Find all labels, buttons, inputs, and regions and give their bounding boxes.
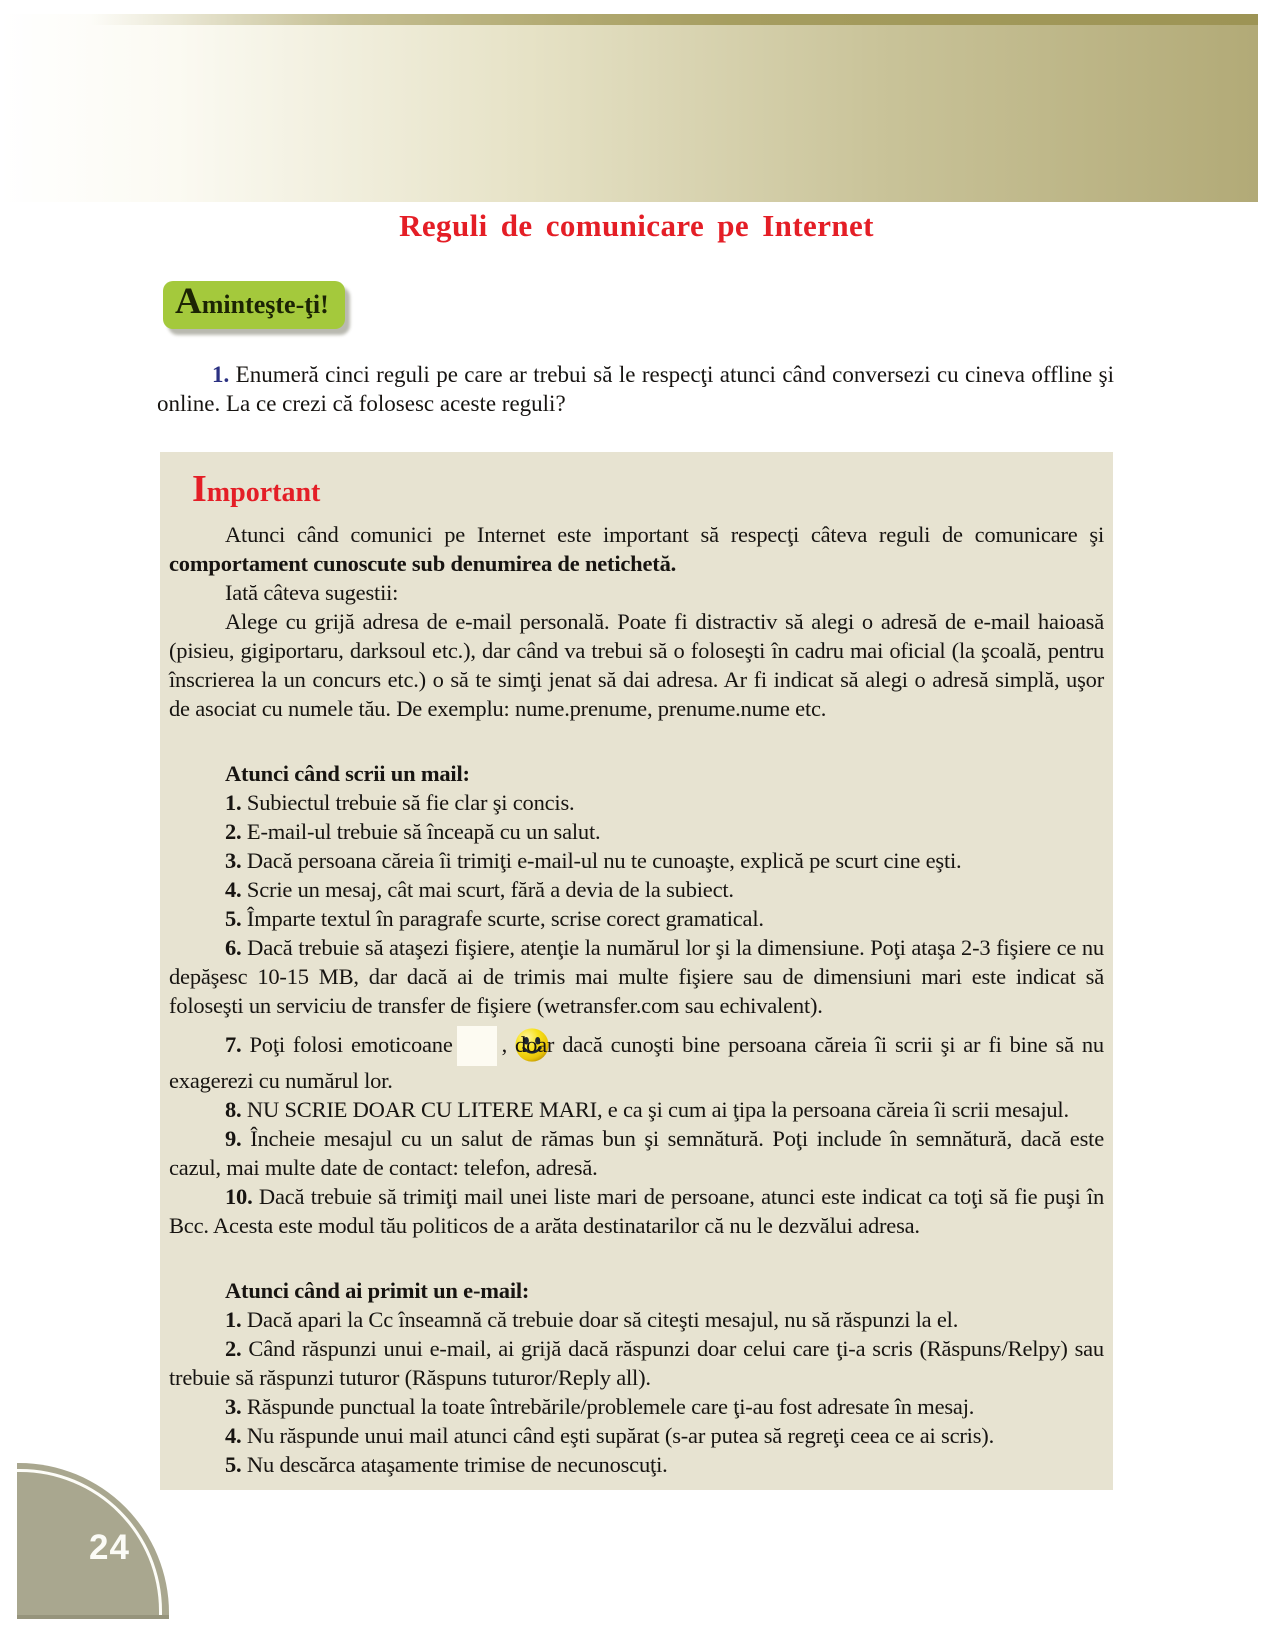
important-box — [160, 452, 1113, 1490]
item-number: 3. — [225, 848, 242, 873]
item-text: Subiectul trebuie să fie clar şi concis. — [246, 790, 575, 815]
important-heading-rest: mportant — [206, 477, 321, 508]
netiquette-paragraph — [169, 520, 1104, 578]
list-item — [169, 1450, 1104, 1479]
intro-number: 1. — [212, 362, 230, 387]
reminder-badge-label: minteşte-ţi! — [201, 290, 329, 319]
item-text-before-icon: Poţi folosi emoticoane — [249, 1032, 453, 1057]
page-corner-tab — [17, 1463, 169, 1619]
smiley-emoticon-icon — [457, 1026, 497, 1066]
item-text: Dacă persoana căreia îi trimiţi e-mail-ul nu te cunoaşte, explică pe scurt cine eşti. — [246, 848, 962, 873]
item-text: Nu descărca ataşamente trimise de necunoscuţi. — [246, 1452, 668, 1477]
item-text: E-mail-ul trebuie să înceapă cu un salut. — [246, 819, 601, 844]
netiquette-bold-text: comportament cunoscute sub denumirea de netichetă. — [169, 551, 677, 576]
item-text: Încheie mesajul cu un salut de rămas bun şi semnătură. Poţi include în semnătură, dacă este cazul, mai multe date de contact: telefon, adresă. — [169, 1126, 1104, 1180]
list-item — [169, 846, 1104, 875]
list-item — [169, 1392, 1104, 1421]
list-item — [169, 1305, 1104, 1334]
item-text: Când răspunzi unui e-mail, ai grijă dacă răspunzi doar celui care ţi-a scris (Răspuns/Relpy) sau trebuie să răspunzi tuturor (Răspuns tuturor/Reply all). — [169, 1336, 1104, 1390]
item-text: Dacă apari la Cc înseamnă că trebuie doar să citeşti mesajul, nu să răspunzi la el. — [246, 1307, 959, 1332]
item-number: 3. — [225, 1394, 242, 1419]
page-number: 24 — [89, 1528, 130, 1567]
item-number: 1. — [225, 1307, 242, 1332]
item-text: Împarte textul în paragrafe scurte, scrise corect gramatical. — [246, 906, 764, 931]
email-address-tip: Alege cu grijă adresa de e-mail personală. Poate fi distractiv să alegi o adresă de e-mail haioasă (pisieu, gigiportaru, darksoul etc.), dar când va trebui să o foloseşti în cadru mai oficial (la şcoală, pentru înscrierea la un concurs etc.) o să te simţi jenat să dai adresa. Ar fi indicat să alegi o adresă simplă, uşor de asociat cu numele tău. De exemplu: nume.prenume, prenume.nume etc. — [169, 609, 1104, 721]
list-item — [169, 933, 1104, 1020]
item-number: 9. — [225, 1126, 242, 1151]
intro-paragraph — [157, 360, 1114, 418]
item-number: 2. — [225, 819, 242, 844]
item-number: 5. — [225, 1452, 242, 1477]
item-text: NU SCRIE DOAR CU LITERE MARI, e ca şi cum ai ţipa la persoana căreia îi scrii mesajul. — [246, 1097, 1069, 1122]
list-item — [169, 1421, 1104, 1450]
list-item — [169, 1095, 1104, 1124]
item-number: 6. — [225, 935, 242, 960]
page-corner-tab-arc — [17, 1469, 162, 1615]
important-heading-initial: I — [192, 468, 207, 510]
item-number: 10. — [225, 1184, 253, 1209]
item-text: Nu răspunde unui mail atunci când eşti supărat (s-ar putea să regreţi ceea ce ai scris). — [246, 1423, 994, 1448]
list-item-with-emoticon — [169, 1026, 1104, 1095]
received-rules-heading: Atunci când ai primit un e-mail: — [225, 1278, 530, 1303]
intro-text: Enumeră cinci reguli pe care ar trebui să le respecţi atunci când conversezi cu cineva offline şi online. La ce crezi că folosesc aceste reguli? — [157, 362, 1114, 416]
header-band-top-strip — [90, 14, 1258, 25]
item-number: 4. — [225, 1423, 242, 1448]
suggestions-label: Iată câteva sugestii: — [225, 580, 399, 605]
header-band — [0, 14, 1258, 202]
item-number: 7. — [225, 1032, 242, 1057]
list-item — [169, 1182, 1104, 1240]
item-number: 5. — [225, 906, 242, 931]
item-text: Scrie un mesaj, cât mai scurt, fără a devia de la subiect. — [246, 877, 734, 902]
reminder-badge-initial: A — [175, 281, 202, 322]
item-number: 1. — [225, 790, 242, 815]
item-number: 4. — [225, 877, 242, 902]
item-text: Dacă trebuie să ataşezi fişiere, atenţie la numărul lor şi la dimensiune. Poţi ataşa 2-3 fişiere ce nu depăşesc 10-15 MB, dar dacă ai de trimis mai multe fişiere sau de dimensiuni mari este indicat să foloseşti un serviciu de transfer de fişiere (wetransfer.com sau echivalent). — [169, 935, 1104, 1018]
item-text-after-icon: , doar dacă cunoşti bine persoana căreia îi scrii şi ar fi bine să nu exagerezi cu numărul lor. — [169, 1032, 1104, 1093]
list-item — [169, 1334, 1104, 1392]
list-item — [169, 817, 1104, 846]
page-title: Reguli de comunicare pe Internet — [399, 208, 874, 243]
mail-rules-heading: Atunci când scrii un mail: — [225, 761, 470, 786]
list-item — [169, 1124, 1104, 1182]
list-item — [169, 788, 1104, 817]
item-number: 8. — [225, 1097, 242, 1122]
list-item — [169, 904, 1104, 933]
item-text: Răspunde punctual la toate întrebările/problemele care ţi-au fost adresate în mesaj. — [246, 1394, 975, 1419]
item-text: Dacă trebuie să trimiţi mail unei liste mari de persoane, atunci este indicat ca toţi să fie puşi în Bcc. Acesta este modul tău politicos de a arăta destinatarilor că nu le dezvălui adresa. — [169, 1184, 1104, 1238]
reminder-badge — [163, 281, 345, 329]
list-item — [169, 875, 1104, 904]
netiquette-normal-text: Atunci când comunici pe Internet este important să respecţi câteva reguli de comunicare şi — [225, 522, 1104, 547]
important-heading — [192, 470, 1104, 512]
item-number: 2. — [225, 1336, 242, 1361]
